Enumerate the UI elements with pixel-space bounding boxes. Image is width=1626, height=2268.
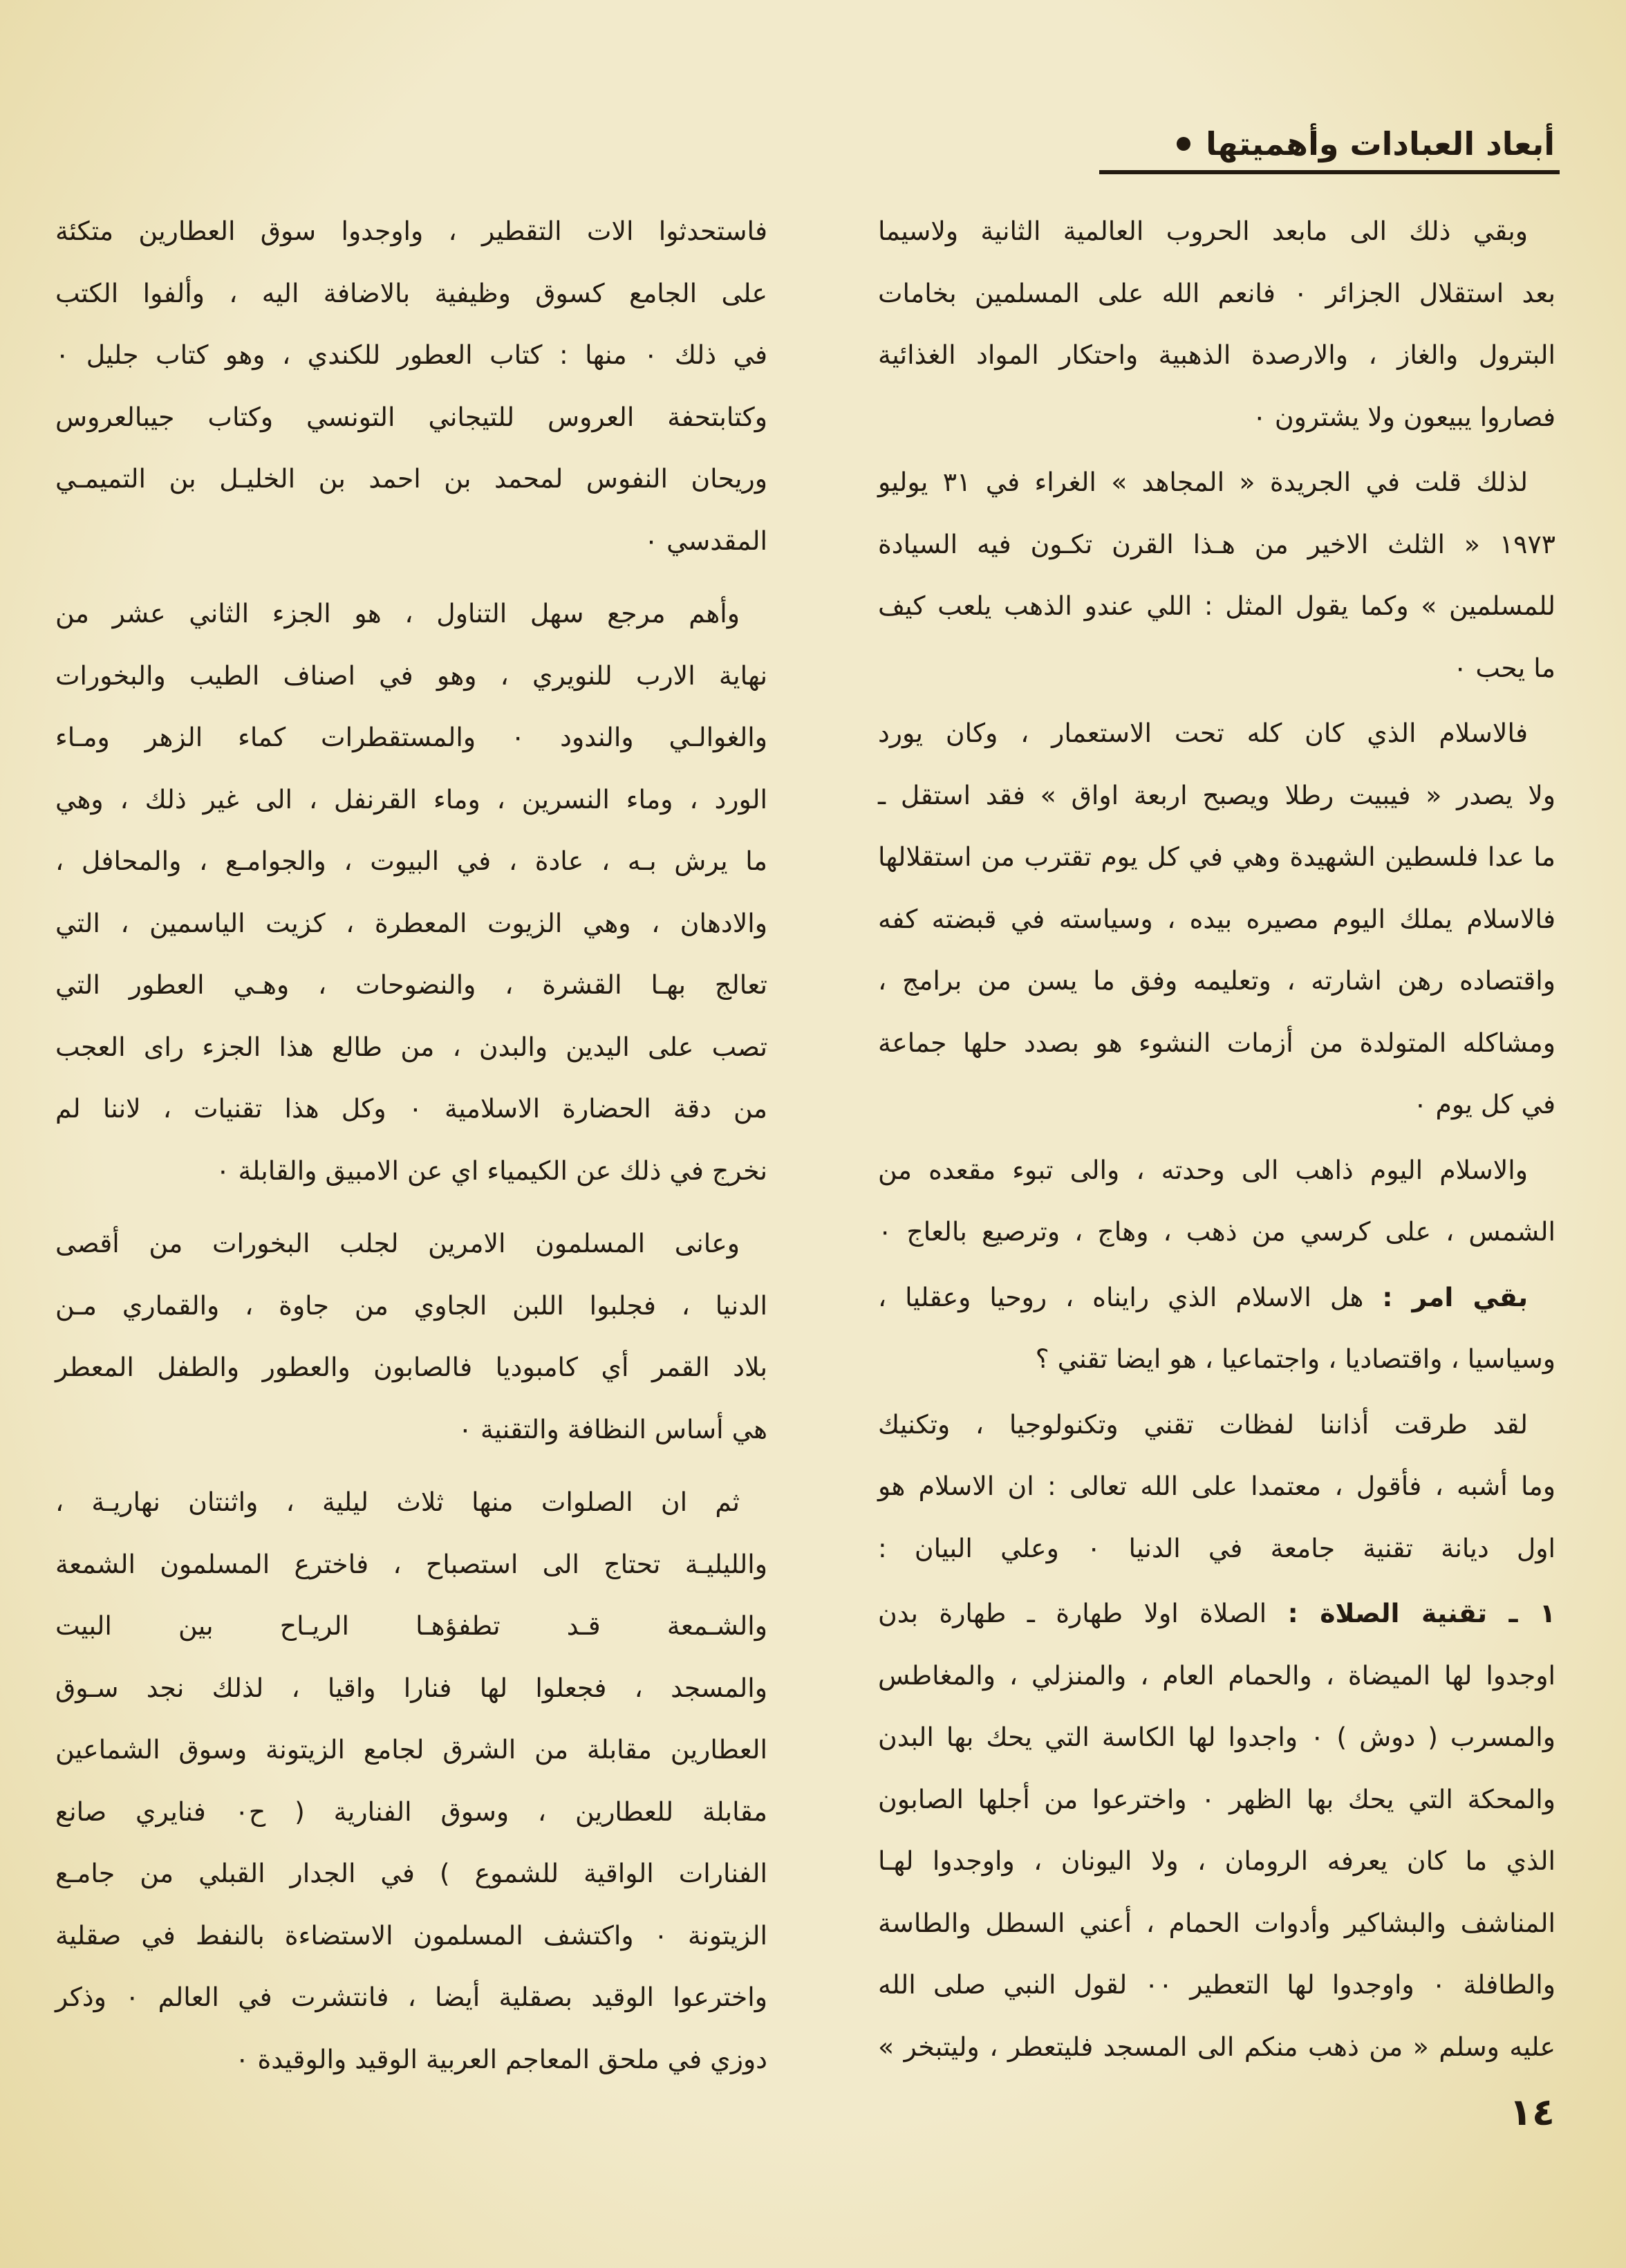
text-line: وأهم مرجع سهل التناول ، هو الجزء الثاني عشر من <box>55 598 740 629</box>
text-line: لذلك قلت في الجريدة « المجاهد » الغراء في ٣١ يوليو <box>878 467 1528 497</box>
text-line: في كل يوم ٠ <box>1413 1089 1555 1119</box>
text-line: والمسجد ، فجعلوا لها فنارا واقيا ، لذلك نجد سـوق <box>55 1672 767 1703</box>
text-line: وما أشبه ، فأقول ، معتمدا على الله تعالى : ان الاسلام هو <box>878 1471 1555 1501</box>
text-line: الورد ، وماء النسرين ، وماء القرنفل ، الى غير ذلك ، وهي <box>55 783 767 815</box>
text-line: ثم ان الصلوات منها ثلاث ليلية ، واثنتان نهاريـة ، <box>55 1487 740 1517</box>
paragraph <box>878 1267 1555 1391</box>
text-line: في ذلك ٠ منها : كتاب العطور للكندي ، وهو كتاب جليل ٠ <box>55 340 767 370</box>
paragraph <box>878 1583 1555 2078</box>
text-line: والادهان ، وهي الزيوت المعطرة ، كزيت الياسمين ، التي <box>55 907 767 938</box>
text-line: ما عدا فلسطين الشهيدة وهي في كل يوم تقترب من استقلالها <box>878 842 1555 872</box>
text-line: للمسلمين » وكما يقول المثل : اللي عندو الذهب يلعب كيف <box>878 591 1555 621</box>
text-line: وبقي ذلك الى مابعد الحروب العالمية الثانية ولاسيما <box>878 216 1528 246</box>
text-line: الفنارات الواقية للشموع ) في الجدار القبلي من جامـع <box>55 1858 767 1888</box>
text-line: من دقة الحضارة الاسلامية ٠ وكل هذا تقنيات ، لاننا لم <box>55 1093 767 1124</box>
text-line-rest: هل الاسلام الذي رايناه ، روحيا وعقليا ، <box>878 1281 1364 1312</box>
text-line: والشـمعة قـد تطفؤهـا الريـاح بين البيت <box>55 1610 767 1641</box>
text-line: فاستحدثوا الات التقطير ، واوجدوا سوق العطارين متكئة <box>55 216 767 246</box>
text-line: على الجامع كسوق وظيفية بالاضافة اليه ، وألفوا الكتب <box>55 277 767 308</box>
paragraph <box>55 1471 767 2090</box>
text-line: فالاسلام يملك اليوم مصيره بيده ، وسياسته في قبضته كفه <box>878 903 1555 934</box>
text-line: هي أساس النظافة والتقنية ٠ <box>458 1413 767 1444</box>
text-line: فصاروا يبيعون ولا يشترون ٠ <box>1252 401 1555 432</box>
right-column <box>878 201 1555 2078</box>
running-head-title: أبعاد العبادات وأهميتها <box>1206 125 1555 162</box>
text-line: وسياسيا ، واقتصاديا ، واجتماعيا ، هو ايضا تقني ؟ <box>1035 1344 1555 1374</box>
text-line <box>878 1583 1555 1645</box>
text-line: وريحان النفوس لمحمد بن احمد بن الخليـل بن التميمـي <box>55 463 767 494</box>
paragraph <box>878 703 1555 1136</box>
text-line: ولا يصدر « فيبيت رطلا ويصبح اربعة اواق » فقد استقل ـ <box>878 779 1555 810</box>
text-line: الذي ما كان يعرفه الرومان ، ولا اليونان ، واوجدوا لهـا <box>878 1846 1555 1876</box>
text-line: الشمس ، على كرسي من ذهب ، وهاج ، وترصيع بالعاج ٠ <box>878 1216 1555 1247</box>
text-line: والليليـة تحتاج الى استصباح ، فاخترع المسلمون الشمعة <box>55 1548 767 1579</box>
text-line: والمحكة التي يحك بها الظهر ٠ واخترعوا من أجلها الصابون <box>878 1783 1555 1814</box>
text-line: عليه وسلم « من ذهب منكم الى المسجد فليتعطر ، وليتبخر » <box>878 2031 1555 2062</box>
text-line: ١٩٧٣ « الثلث الاخير من هـذا القرن تكـون فيه السيادة <box>878 528 1555 559</box>
text-line: ما يحب ٠ <box>1453 652 1555 683</box>
paragraph <box>55 583 767 1202</box>
text-line: العطارين مقابلة من الشرق لجامع الزيتونة وسوق الشماعين <box>55 1734 767 1765</box>
text-line: لقد طرقت أذاننا لفظات تقني وتكنولوجيا ، وتكنيك <box>878 1409 1528 1440</box>
paragraph <box>55 201 767 572</box>
text-line: المقدسي ٠ <box>644 525 767 556</box>
left-column <box>55 201 767 2090</box>
text-line: نخرج في ذلك عن الكيمياء اي عن الامبيق والقابلة ٠ <box>216 1155 767 1186</box>
text-line: ومشاكله المتولدة من أزمات النشوء هو بصدد حلها جماعة <box>878 1027 1555 1058</box>
text-line: تصب على اليدين والبدن ، من طالع هذا الجزء راى العجب <box>55 1031 767 1062</box>
text-line: مقابلة للعطارين ، وسوق الفنارية ( ح٠ فنايري صانع <box>55 1796 767 1827</box>
text-line: واخترعوا الوقيد بصقلية أيضا ، فانتشرت في العالم ٠ وذكر <box>55 1982 767 2012</box>
text-line: فالاسلام الذي كان كله تحت الاستعمار ، وكان يورد <box>878 718 1528 748</box>
text-line: الزيتونة ٠ واكتشف المسلمون الاستضاءة بالنفط في صقلية <box>55 1920 767 1951</box>
text-line: اوجدوا لها الميضاة ، والحمام العام ، والمنزلي ، والمغاطس <box>878 1660 1555 1691</box>
paragraph <box>878 201 1555 448</box>
header-rule <box>1099 170 1560 174</box>
bold-lead: بقي امر : <box>1382 1281 1528 1312</box>
text-line: ما يرش بـه ، عادة ، في البيوت ، والجوامـع ، والمحافل ، <box>55 846 767 876</box>
bullet-icon <box>1177 137 1190 151</box>
text-line: بعد استقلال الجزائر ٠ فانعم الله على المسلمين بخامات <box>878 277 1555 308</box>
text-line <box>878 1267 1555 1329</box>
text-line: واقتصاده رهن اشارته ، وتعليمه وفق ما يسن من برامج ، <box>878 965 1555 996</box>
paragraph <box>878 1140 1555 1263</box>
text-line: نهاية الارب للنويري ، وهو في اصناف الطيب والبخورات <box>55 660 767 691</box>
text-line: اول ديانة تقنية جامعة في الدنيا ٠ وعلي البيان : <box>878 1532 1555 1563</box>
text-line: والطافلة ٠ واوجدوا لها التعطير ٠٠ لقول النبي صلى الله <box>878 1969 1555 2000</box>
text-line: وعانى المسلمون الامرين لجلب البخورات من أقصى <box>55 1228 740 1258</box>
text-line: وكتابتحفة العروس للتيجاني التونسي وكتاب جيبالعروس <box>55 401 767 432</box>
text-line: المناشف والبشاكير وأدوات الحمام ، أعني السطل والطاسة <box>878 1907 1555 1938</box>
text-line: الدنيا ، فجلبوا اللبن الجاوي من جاوة ، والقماري مـن <box>55 1290 767 1321</box>
bold-lead: ١ ـ تقنية الصلاة : <box>1287 1598 1556 1628</box>
page-number: ١٤ <box>1509 2090 1555 2134</box>
text-line: البترول والغاز ، والارصدة الذهبية واحتكار المواد الغذائية <box>878 340 1555 370</box>
text-line: تعالج بهـا القشرة ، والنضوحات ، وهـي العطور التي <box>55 969 767 1000</box>
text-line-rest: الصلاة اولا طهارة ـ طهارة بدن <box>878 1598 1267 1628</box>
text-line: والاسلام اليوم ذاهب الى وحدته ، والى تبوء مقعده من <box>878 1154 1528 1185</box>
text-line: بلاد القمر أي كامبوديا فالصابون والعطور والطفل المعطر <box>55 1352 767 1382</box>
text-line: والمسرب ( دوش ) ٠ واجدوا لها الكاسة التي يحك بها البدن <box>878 1722 1556 1752</box>
running-head <box>1177 119 1555 169</box>
text-line: دوزي في ملحق المعاجم العربية الوقيد والوقيدة ٠ <box>235 2043 767 2074</box>
paragraph <box>55 1213 767 1460</box>
paragraph <box>878 1394 1555 1580</box>
paragraph <box>878 452 1555 699</box>
text-line: والغوالـي والندود ٠ والمستقطرات كماء الزهر ومـاء <box>55 722 767 752</box>
